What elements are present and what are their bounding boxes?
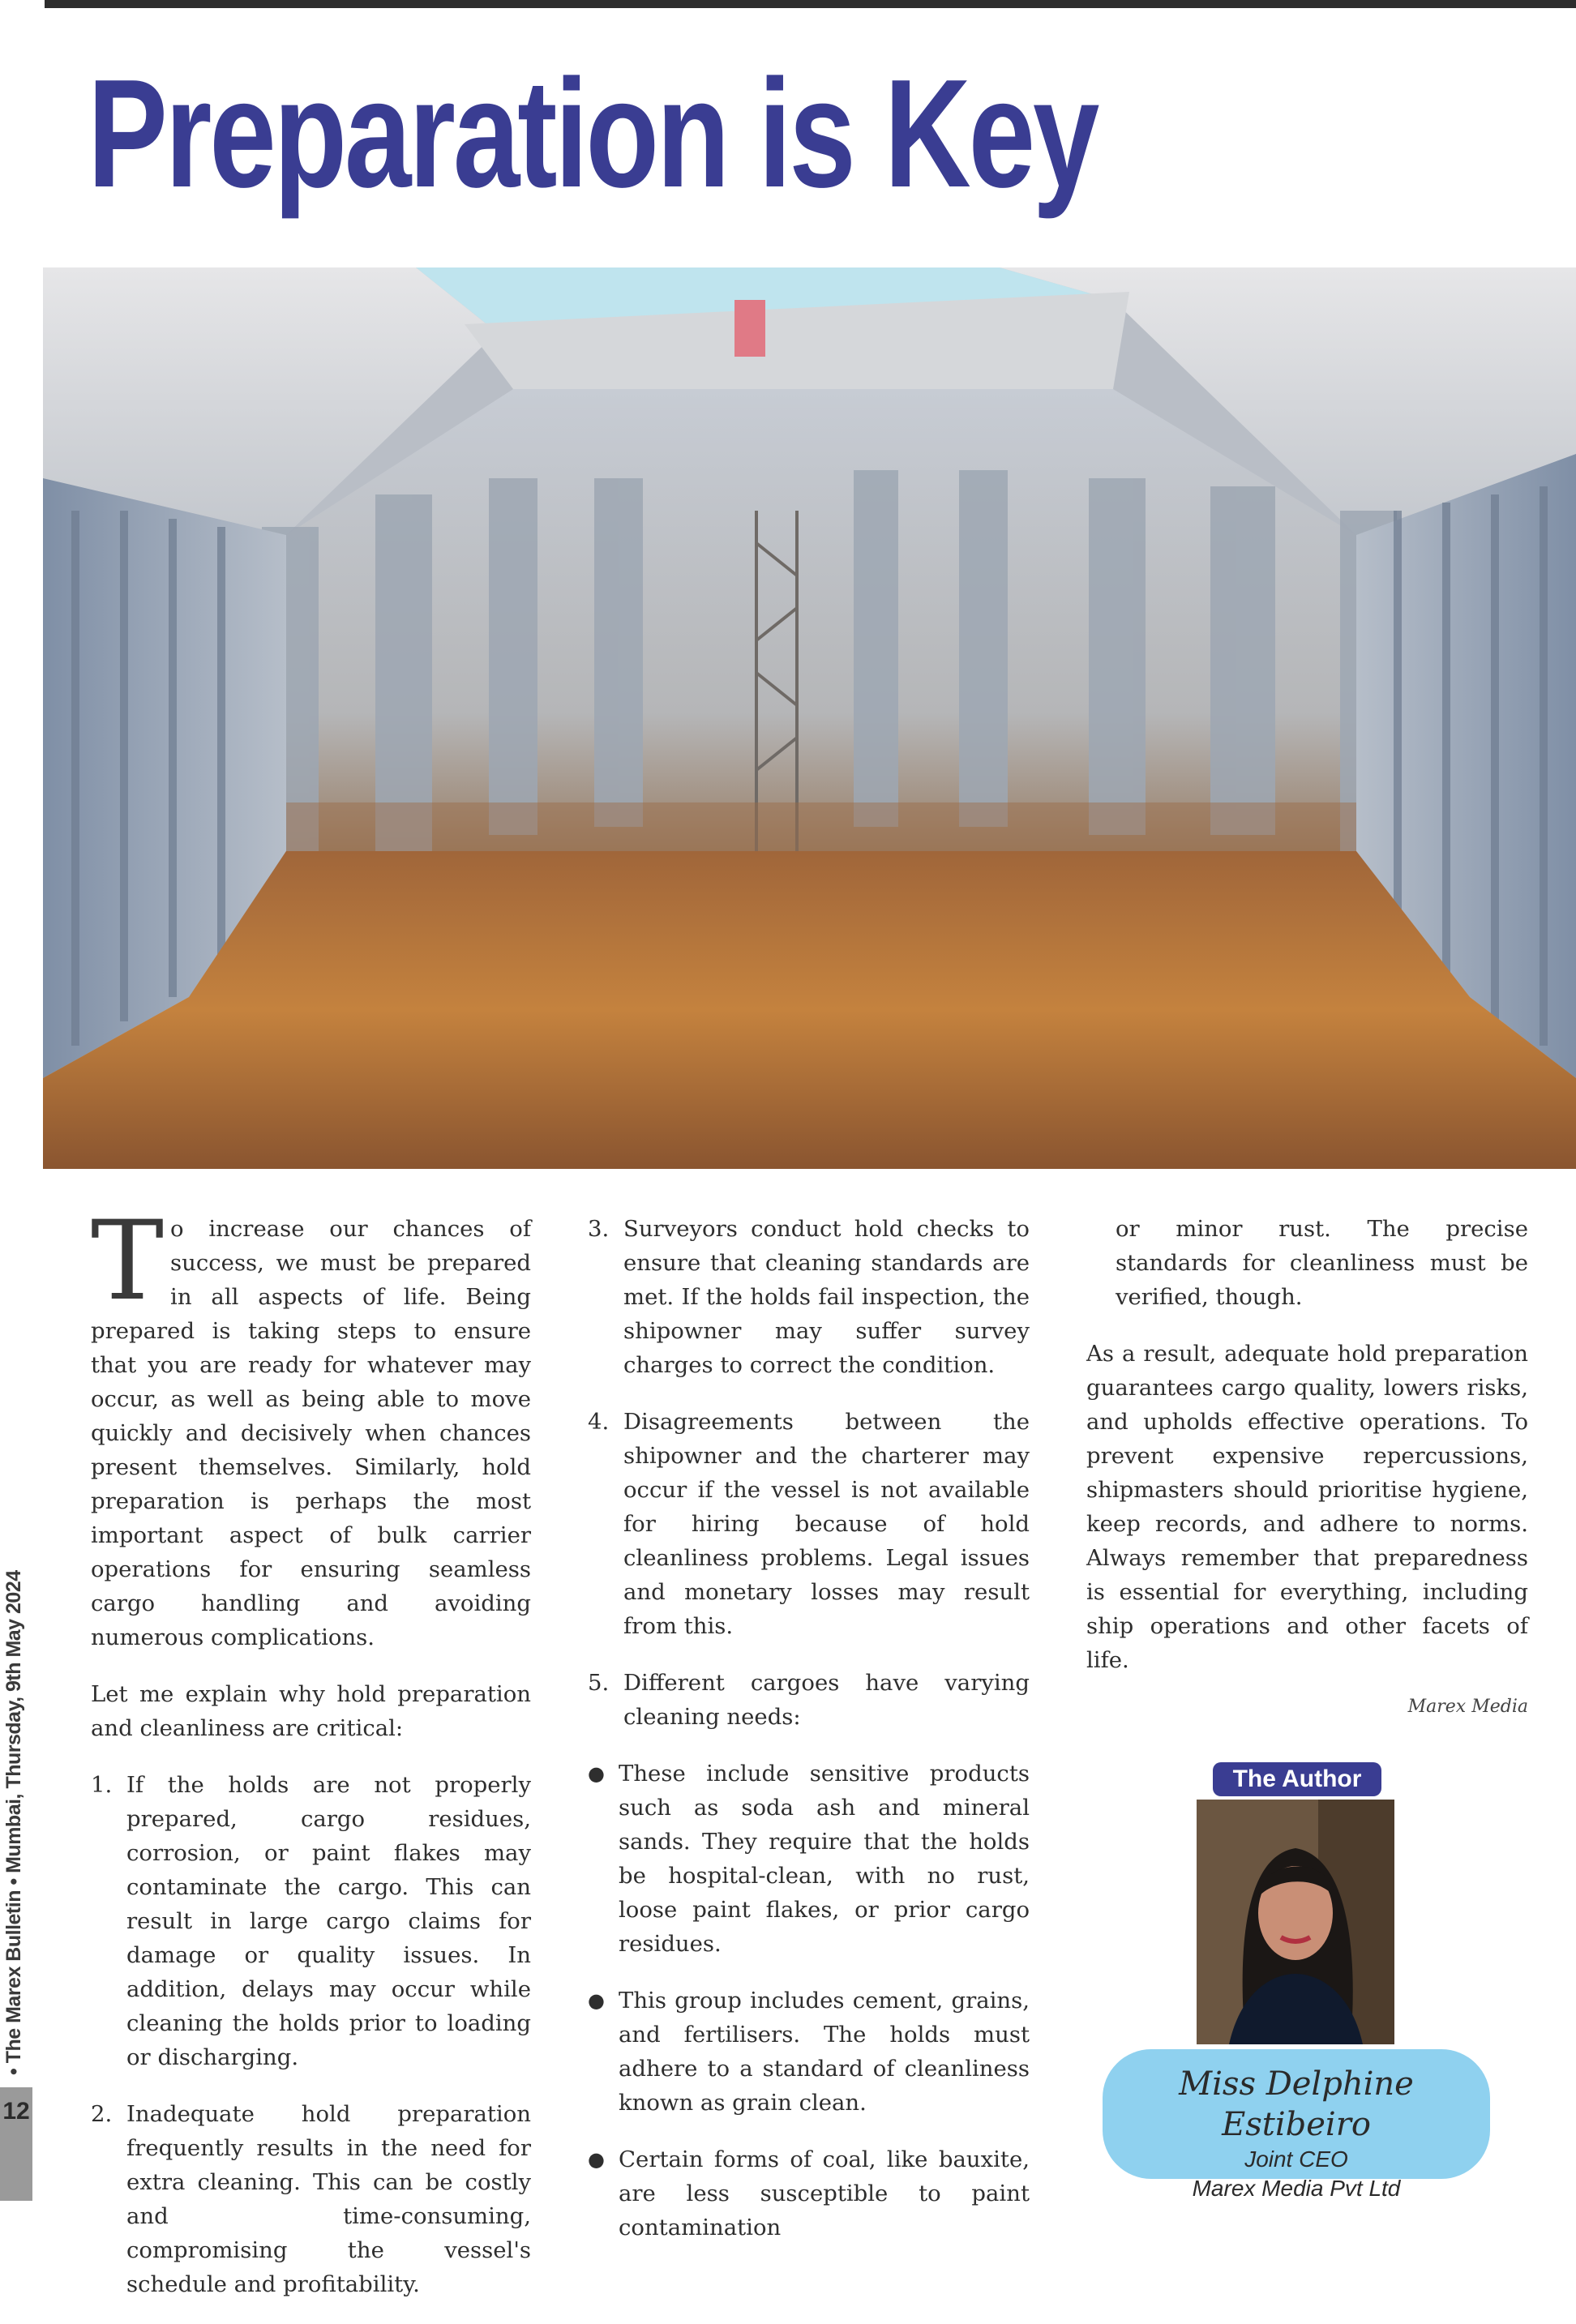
bullet-text: Certain forms of coal, like bauxite, are less susceptible to paint contamination <box>619 2146 1030 2241</box>
author-name: Miss Delphine Estibeiro <box>1179 2065 1414 2143</box>
intro-text: o increase our chances of success, we must be prepared in all aspects of life. Being prepared is taking steps to ensure that you are ready for whatever may occur, as well as being able to move quickly and decisively when chances present themselves. Similarly, hold preparation is perhaps the most important aspect of bulk carrier operations for ensuring seamless cargo handling and avoiding numerous complications. <box>91 1216 531 1650</box>
list-item <box>588 1405 1030 1643</box>
list-number: 5. <box>588 1670 610 1696</box>
bullet-icon: ● <box>588 2148 605 2171</box>
author-company: Marex Media Pvt Ltd <box>1192 2176 1401 2201</box>
drop-cap: T <box>91 1197 165 1325</box>
list-number: 3. <box>588 1216 610 1242</box>
list-number: 1. <box>91 1772 113 1798</box>
article-credit: Marex Media <box>1407 1697 1528 1717</box>
bullet-text: These include sensitive products such as soda ash and mineral sands. They require that the holds be hospital-clean, with no rust, loose paint flakes, or prior cargo residues. <box>619 1761 1030 1957</box>
list-text: Surveyors conduct hold checks to ensure that cleaning standards are met. If the holds fail inspection, the shipowner may suffer survey charges to correct the condition. <box>623 1216 1030 1378</box>
list-item <box>91 2097 531 2301</box>
bullet-icon: ● <box>588 1989 605 2012</box>
article-column-1 <box>91 1197 531 2324</box>
list-item <box>91 1768 531 2074</box>
bullet-item <box>588 1757 1030 1961</box>
intro-paragraph <box>91 1197 531 1654</box>
publication-dateline: • The Marex Bulletin • Mumbai, Thursday, 9th May 2024 <box>2 1570 25 2075</box>
list-item <box>588 1212 1030 1382</box>
author-card <box>1103 2049 1490 2201</box>
bullet-item <box>588 1984 1030 2120</box>
author-label: The Author <box>1213 1762 1381 1796</box>
list-number: 2. <box>91 2101 113 2127</box>
article-column-2 <box>588 1212 1030 2267</box>
list-number: 4. <box>588 1409 610 1435</box>
list-text: Different cargoes have varying cleaning needs: <box>623 1670 1030 1730</box>
bullet-continuation: or minor rust. The precise standards for cleanliness must be verified, though. <box>1116 1216 1528 1310</box>
top-rule <box>45 0 1576 8</box>
list-text: Inadequate hold preparation frequently results in the need for extra cleaning. This can be costly and time-consuming, compromising the vessel's schedule and profitability. <box>126 2101 531 2297</box>
headline: Preparation is Key <box>88 48 1098 220</box>
conclusion-paragraph: As a result, adequate hold preparation guarantees cargo quality, lowers risks, and upholds effective operations. To prevent expensive repercussions, shipmasters should prioritise hygiene, keep records, and adhere to norms. Always remember that preparedness is essential for everything, including ship operations and other facets of life. <box>1086 1341 1528 1673</box>
author-role: Joint CEO <box>1244 2146 1348 2172</box>
bullet-item <box>588 2142 1030 2245</box>
list-text: Disagreements between the shipowner and the charterer may occur if the vessel is not available for hiring because of hold cleanliness problems. Legal issues and monetary losses may result from this. <box>623 1409 1030 1639</box>
explain-intro-paragraph: Let me explain why hold preparation and cleanliness are critical: <box>91 1681 531 1741</box>
cargo-hold-illustration <box>43 267 1576 1169</box>
page-number: 12 <box>2 2098 30 2125</box>
article-column-3 <box>1086 1212 1528 1747</box>
cargo-hold-photo <box>43 267 1576 1169</box>
bullet-icon: ● <box>588 1762 605 1785</box>
list-item <box>588 1666 1030 1734</box>
author-portrait-icon <box>1197 1800 1394 2044</box>
list-text: If the holds are not properly prepared, cargo residues, corrosion, or paint flakes may contaminate the cargo. This can result in large cargo claims for damage or quality issues. In addition, delays may occur while cleaning the holds prior to loading or discharging. <box>126 1772 531 2070</box>
author-photo <box>1197 1800 1394 2044</box>
bullet-text: This group includes cement, grains, and fertilisers. The holds must adhere to a standard of cleanliness known as grain clean. <box>619 1988 1030 2116</box>
